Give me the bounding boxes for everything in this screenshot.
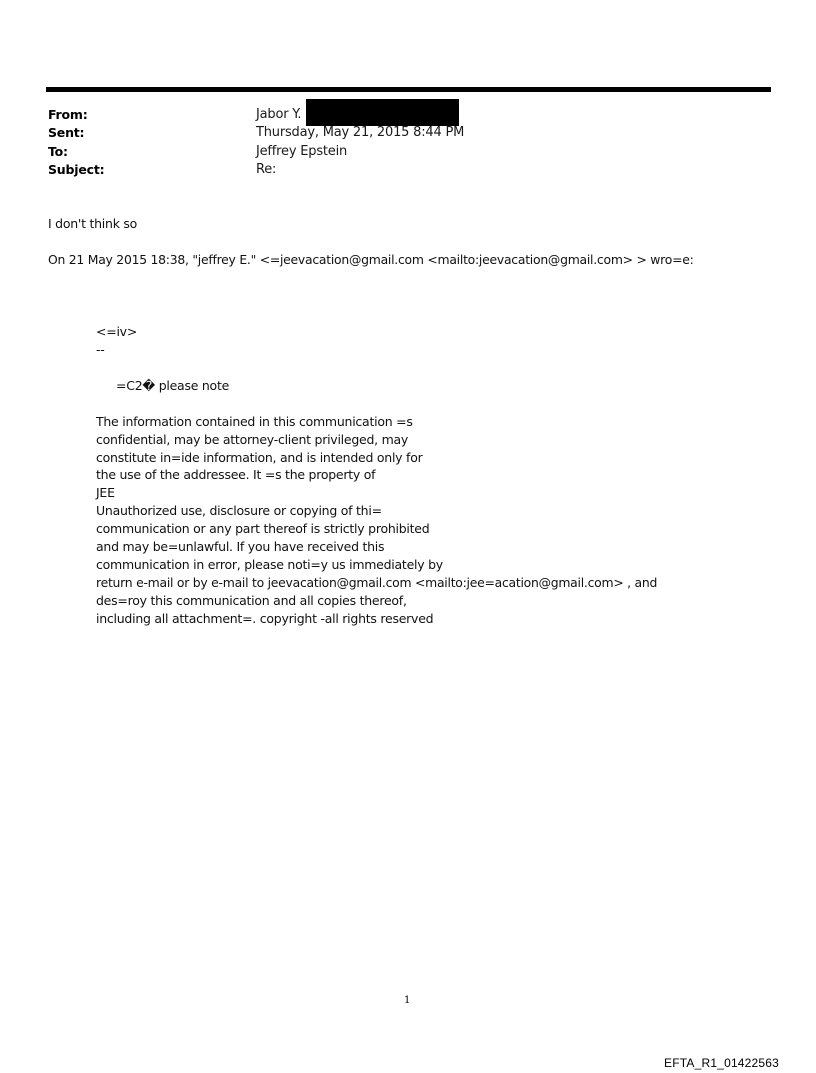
disclaimer-line: including all attachment=. copyright -all rights reserved — [96, 611, 434, 626]
header-divider — [46, 87, 771, 92]
document-id: EFTA_R1_01422563 — [664, 1056, 780, 1070]
signature-dashes: -- — [96, 342, 105, 357]
disclaimer-line: constitute in=ide information, and is intended only for — [96, 450, 423, 465]
disclaimer-line: JEE — [96, 485, 115, 500]
disclaimer-line: and may be=unlawful. If you have received this — [96, 539, 385, 554]
sent-label: Sent: — [48, 125, 85, 140]
page-number: 1 — [404, 995, 411, 1006]
to-label: To: — [48, 144, 68, 159]
reply-text: I don't think so — [48, 216, 138, 231]
from-value: Jabor Y. — [256, 107, 302, 122]
disclaimer-line: the use of the addressee. It =s the property of — [96, 467, 376, 482]
div-tag-text: <=iv> — [96, 324, 138, 339]
quote-intro: On 21 May 2015 18:38, "jeffrey E." <=jeevacation@gmail.com <mailto:jeevacation@gmail.com> > wro=e: — [48, 252, 694, 267]
to-value: Jeffrey Epstein — [256, 144, 348, 159]
subject-label: Subject: — [48, 162, 105, 177]
disclaimer-line: The information contained in this communication =s — [96, 414, 413, 429]
disclaimer-line: communication in error, please noti=y us immediately by — [96, 557, 443, 572]
from-label: From: — [48, 107, 88, 122]
sent-value: Thursday, May 21, 2015 8:44 PM — [256, 125, 465, 140]
disclaimer-line: des=roy this communication and all copies thereof, — [96, 593, 407, 608]
disclaimer-line: confidential, may be attorney-client privileged, may — [96, 432, 409, 447]
disclaimer-line: communication or any part thereof is strictly prohibited — [96, 521, 430, 536]
please-note-text: =C2� please note — [116, 378, 230, 393]
redaction-box — [306, 99, 459, 126]
subject-value: Re: — [256, 162, 277, 177]
disclaimer-line: return e-mail or by e-mail to jeevacation@gmail.com <mailto:jee=acation@gmail.com> , and — [96, 575, 658, 590]
disclaimer-line: Unauthorized use, disclosure or copying of thi= — [96, 503, 382, 518]
